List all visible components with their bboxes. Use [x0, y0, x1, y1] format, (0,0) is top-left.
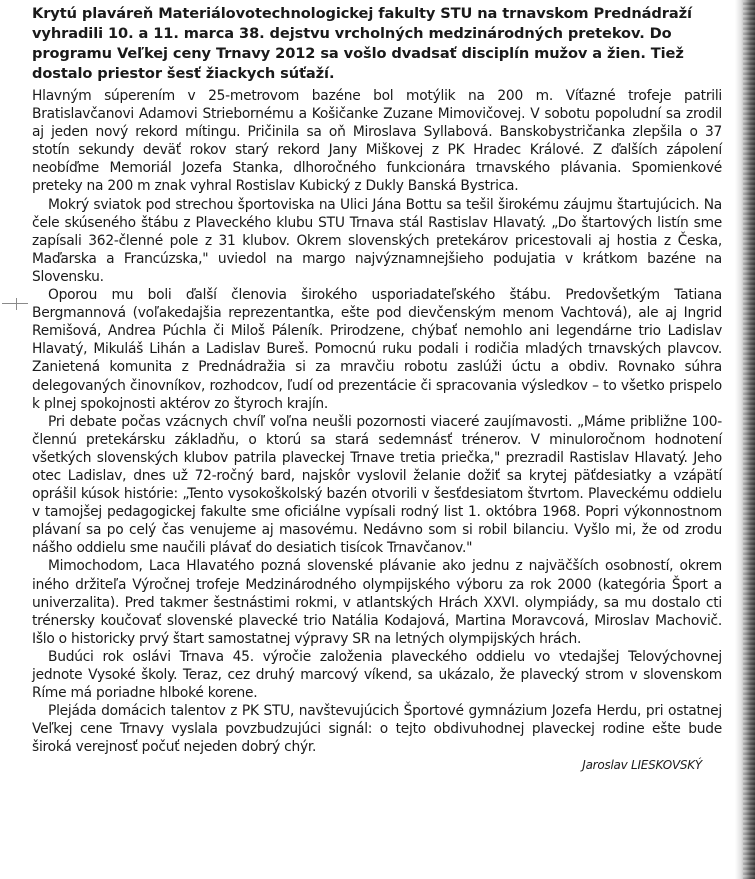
- paragraph-1: Hlavným súperením v 25-metrovom bazéne bol motýlik na 200 m. Víťazné trofeje patrili Bratislavčanovi Adamovi Striebornému a Košičanke Zuzane Mimovičovej. V sobotu popoludní sa zrodil aj jeden nový rekord mítingu. Pričinila sa oň Miroslava Syllabová. Banskobystričanka zlepšila o 37 stotín sekundy deväť rokov starý rekord Jany Miškovej z PK Hradec Králové. Z ďalších zápolení neobíďme Memoriál Jozefa Stanka, dlhoročného funkcionára trnavského plávania. Spomienkové preteky na 200 m znak vyhral Rostislav Kubický z Dukly Banská Bystrica.: [32, 88, 722, 195]
- scan-edge-shadow: [735, 0, 755, 879]
- paragraph-6: Budúci rok oslávi Trnava 45. výročie založenia plaveckého oddielu vo vtedajšej Telovýchovnej jednote Vysoké školy. Teraz, cez druhý marcový víkend, sa ukázalo, že plavecký strom v slovenskom Ríme má poriadne hlboké korene.: [32, 648, 722, 702]
- article-body: [32, 87, 722, 773]
- paragraph-7: Plejáda domácich talentov z PK STU, navštevujúcich Športové gymnázium Jozefa Herdu, pri ostatnej Veľkej cene Trnavy vyslala povzbudzujúci signál: o tejto obdivuhodnej plaveckej rodine ešte bude široká verejnosť počuť nejeden dobrý chýr.: [32, 703, 722, 756]
- paragraph-2: Mokrý sviatok pod strechou športoviska na Ulici Jána Bottu sa tešil širokému záujmu štartujúcich. Na čele skúseného štábu z Plaveckého klubu STU Trnava stál Rastislav Hlavatý. „Do štartových listín sme zapísali 362-členné pole z 31 klubov. Okrem slovenských pretekárov pricestovali aj hostia z Česka, Maďarska a Francúzska," uviedol na margo najvýznamnejšieho podujatia v krátkom bazéne na Slovensku.: [32, 196, 722, 285]
- article-author: Jaroslav LIESKOVSKÝ: [582, 758, 702, 773]
- paragraph-4: Pri debate počas vzácnych chvíľ voľna neušli pozornosti viaceré zaujímavosti. „Máme približne 100-člennú pretekársku základňu, o ktorú sa stará sedemnásť trénerov. V minuloročnom hodnotení všetkých slovenských klubov patrila plaveckej Trnave tretia priečka," prezradil Rastislav Hlavatý. Jeho otec Ladislav, dnes už 72-ročný bard, najskôr vyslovil želanie dožiť sa krytej päťdesiatky a vzápätí oprášil kúsok histórie: „Tento vysokoškolský bazén otvorili v šesťdesiatom štvrtom. Plaveckému oddielu v tamojšej pedagogickej fakulte sme oficiálne vypísali rodný list 1. októbra 1968. Popri výkonnostnom plávaní sa po celý čas venujeme aj masovému. Nedávno som si robil bilanciu. Vyšlo mi, že od zrodu nášho oddielu sme naučili plávať do desiatich tisícok Trnavčanov.": [32, 413, 722, 557]
- margin-pencil-mark: [2, 303, 28, 314]
- article-lead: Krytú plaváreň Materiálovotechnologickej fakulty STU na trnavskom Prednádraží vyhradili 10. a 11. marca 38. dejstvu vrcholných medzinárodných pretekov. Do programu Veľkej ceny Trnavy 2012 sa vošlo dvadsať disciplín mužov a žien. Tiež dostalo priestor šesť žiackych súťaží.: [32, 5, 692, 82]
- paragraph-5: Mimochodom, Laca Hlavatého pozná slovenské plávanie ako jednu z najväčších osobností, okrem iného držiteľa Výročnej trofeje Medzinárodného olympijského výboru za rok 2000 (kategória Šport a univerzalita). Pred takmer šestnástimi rokmi, v atlantských Hrách XXVI. olympiády, sa mu dostalo cti trénersky koučovať slovenské plavecké trio Natália Kodajová, Martina Moravcová, Miroslav Machovič. Išlo o historicky prvý štart samostatnej výpravy SR na letných olympijských hrách.: [32, 558, 722, 647]
- paragraph-3: Oporou mu boli ďalší členovia širokého usporiadateľského štábu. Predovšetkým Tatiana Bergmannová (voľakedajšia reprezentantka, ešte pod dievčenským menom Vachtová), ale aj Ingrid Remišová, Andrea Púchla či Miloš Páleník. Prirodzene, chýbať nemohlo ani legendárne trio Ladislav Hlavatý, Mikuláš Lihán a Ladislav Bureš. Pomocnú ruku podali i rodičia mladých trnavských plavcov. Zanietená komunita z Prednádražia si za mravčiu robotu zaslúži úctu a obdiv. Rovnako súhra delegovaných činovníkov, rozhodcov, ľudí od prezentácie či spracovania výsledkov – to všetko prispelo k plnej spokojnosti aktérov zo štyroch krajín.: [32, 287, 722, 412]
